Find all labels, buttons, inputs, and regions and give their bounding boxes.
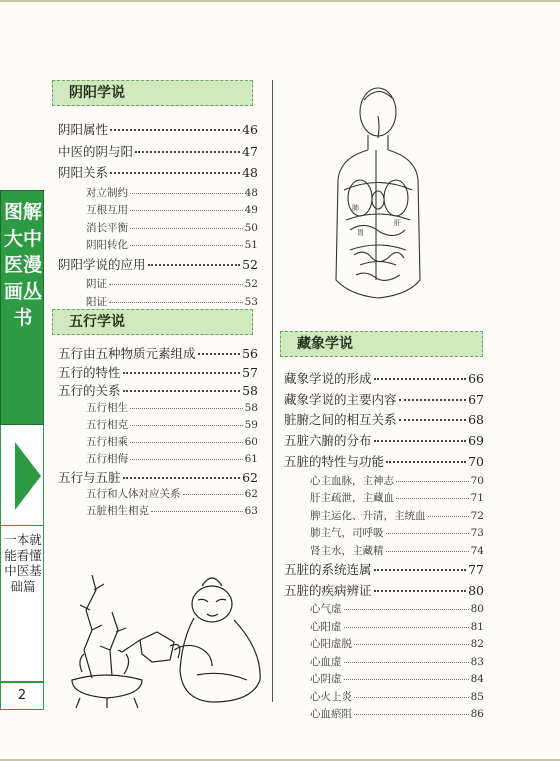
dot-leader <box>130 407 243 409</box>
dot-leader <box>109 301 243 303</box>
dot-leader <box>130 192 243 194</box>
dot-leader <box>374 377 467 380</box>
toc-entry-title: 对立制约 <box>86 186 128 199</box>
toc-entry-page: 56 <box>242 346 258 361</box>
toc-entry-title: 五行与五脏 <box>58 469 121 485</box>
toc-entry-page: 81 <box>470 620 484 633</box>
toc-entry-page: 67 <box>468 391 484 407</box>
toc-subentry <box>86 451 258 466</box>
toc-entry-title: 五行的关系 <box>58 383 121 398</box>
toc-subentry <box>86 434 258 449</box>
dot-leader <box>130 227 243 229</box>
dot-leader <box>374 439 467 442</box>
toc-entry-title: 心气虚 <box>310 603 342 616</box>
toc-entry-title: 心火上炎 <box>310 690 352 703</box>
toc-entry-page: 70 <box>470 474 484 487</box>
section-header-wuxing: 五行学说 <box>52 309 253 335</box>
toc-entry-title: 阴阳学说的应用 <box>58 256 146 272</box>
page-number: 2 <box>0 682 44 710</box>
toc-entry-title: 肺主气，司呼吸 <box>310 527 384 539</box>
toc-entry-title: 心阴虚 <box>310 673 342 686</box>
toc-entry-page: 66 <box>468 371 484 386</box>
toc-entry-title: 阳证 <box>86 295 107 308</box>
toc-subentry <box>310 689 484 704</box>
toc-subentry <box>86 400 258 415</box>
toc-entry-page: 60 <box>244 435 258 448</box>
svg-text:肝: 肝 <box>394 219 401 227</box>
toc-entry-title: 心阳虚脱 <box>310 638 352 651</box>
toc-subentry <box>86 185 258 200</box>
toc-entry-title: 五脏的系统连属 <box>284 562 372 577</box>
toc-entry-page: 52 <box>244 278 258 290</box>
toc-subentry <box>86 503 258 518</box>
toc-subentry <box>310 654 484 669</box>
toc-subentry <box>310 508 484 523</box>
toc-entry-page: 84 <box>470 673 484 686</box>
toc-entry-page: 80 <box>468 582 484 598</box>
toc-entry-page: 57 <box>242 364 258 380</box>
dot-leader <box>374 589 467 592</box>
series-arrow <box>0 425 44 525</box>
dot-leader <box>396 480 469 482</box>
dot-leader <box>123 389 241 392</box>
toc-entry-title: 五行相侮 <box>86 452 128 465</box>
dot-leader <box>135 150 240 153</box>
toc-entry-title: 心主血脉，主神志 <box>310 474 394 487</box>
toc-entry-title: 肾主水，主藏精 <box>310 544 384 557</box>
toc-entry <box>284 431 484 449</box>
toc-entry-page: 63 <box>244 505 258 517</box>
dot-leader <box>130 441 243 443</box>
toc-subentry <box>86 276 258 291</box>
toc-entry-page: 82 <box>470 638 484 651</box>
toc-entry <box>58 468 258 486</box>
series-subtitle-box <box>0 525 44 682</box>
toc-entry <box>284 410 484 428</box>
dot-leader <box>386 460 466 463</box>
toc-entry-page: 50 <box>244 221 258 234</box>
dot-leader <box>344 678 469 680</box>
dot-leader <box>344 608 469 610</box>
toc-entry <box>284 581 484 599</box>
dot-leader <box>354 696 469 698</box>
series-subtitle: 一本就能看懂中医基础篇 <box>4 532 42 595</box>
dot-leader <box>130 424 243 426</box>
toc-subentry <box>86 202 258 217</box>
toc-entry-title: 消长平衡 <box>86 221 128 234</box>
toc-entry-page: 80 <box>470 603 484 616</box>
toc-subentry <box>310 543 484 558</box>
toc-entry-page: 48 <box>244 186 258 199</box>
toc-entry-title: 心血瘀阻 <box>310 708 352 721</box>
dot-leader <box>399 418 467 421</box>
toc-subentry <box>86 237 258 252</box>
column-divider <box>272 80 273 702</box>
toc-entry <box>58 163 258 181</box>
toc-entry-title: 藏象学说的主要内容 <box>284 391 397 407</box>
toc-entry-title: 心血虚 <box>310 655 342 668</box>
toc-entry <box>284 560 484 578</box>
toc-entry <box>58 381 258 399</box>
dot-leader <box>123 371 241 374</box>
toc-subentry <box>86 294 258 309</box>
section-header-zangxiang: 藏象学说 <box>280 331 483 357</box>
toc-entry-title: 互根互用 <box>86 204 128 216</box>
toc-entry-page: 77 <box>468 562 484 577</box>
anatomy-illustration <box>320 80 440 305</box>
toc-entry-title: 阴阳关系 <box>58 165 109 180</box>
dot-leader <box>183 493 243 495</box>
toc-entry-page: 85 <box>470 690 484 703</box>
dot-leader <box>374 568 467 571</box>
toc-entry <box>284 369 484 387</box>
toc-entry-title: 心阳虚 <box>310 620 342 633</box>
toc-entry-title: 五脏相生相克 <box>86 505 149 517</box>
dot-leader <box>110 128 240 131</box>
toc-entry-title: 五行由五种物质元素组成 <box>58 346 196 361</box>
toc-entry <box>284 452 484 470</box>
series-sidebar <box>0 190 44 710</box>
dot-leader <box>198 352 241 355</box>
dot-leader <box>354 643 469 645</box>
section-header-yinyang: 阴阳学说 <box>52 80 253 106</box>
toc-entry-page: 46 <box>242 122 258 137</box>
toc-entry-page: 51 <box>244 239 258 251</box>
toc-entry-page: 48 <box>242 165 258 180</box>
toc-entry-page: 70 <box>468 453 484 469</box>
toc-entry-title: 五行相克 <box>86 418 128 431</box>
top-rule <box>0 0 560 2</box>
toc-entry-page: 61 <box>244 452 258 465</box>
toc-subentry <box>310 601 484 616</box>
dot-leader <box>396 497 469 499</box>
toc-entry-page: 74 <box>470 544 484 557</box>
dot-leader <box>130 458 243 460</box>
toc-entry-title: 阴阳转化 <box>86 239 128 251</box>
dot-leader <box>344 626 469 628</box>
dot-leader <box>130 209 243 211</box>
toc-entry-title: 五行相乘 <box>86 435 128 448</box>
dot-leader <box>151 510 243 512</box>
dot-leader <box>399 398 467 401</box>
toc-entry-page: 72 <box>470 509 484 522</box>
toc-entry <box>58 120 258 138</box>
dot-leader <box>428 515 469 517</box>
toc-entry-page: 68 <box>468 412 484 428</box>
toc-subentry <box>86 417 258 432</box>
toc-entry-page: 86 <box>470 708 484 721</box>
toc-entry-title: 脾主运化、升清，主统血 <box>310 509 426 522</box>
toc-entry-title: 中医的阴与阳 <box>58 143 134 159</box>
toc-subentry <box>310 490 484 505</box>
toc-entry-page: 47 <box>242 143 258 159</box>
cartoon-illustration <box>62 570 267 710</box>
arrow-right-icon <box>15 442 41 510</box>
toc-entry-page: 49 <box>244 204 258 216</box>
toc-subentry <box>310 525 484 540</box>
toc-entry-page: 62 <box>242 469 258 485</box>
dot-leader <box>109 283 243 285</box>
toc-entry-page: 62 <box>244 488 258 500</box>
toc-entry-page: 52 <box>242 256 258 272</box>
toc-entry <box>284 390 484 408</box>
dot-leader <box>130 244 243 246</box>
svg-text:胃: 胃 <box>357 229 364 237</box>
toc-entry-page: 58 <box>244 401 258 414</box>
toc-entry <box>58 142 258 160</box>
toc-entry <box>58 255 258 273</box>
toc-entry-title: 阴证 <box>86 278 107 290</box>
toc-entry-title: 五脏六腑的分布 <box>284 433 372 449</box>
toc-entry <box>58 344 258 362</box>
toc-entry-title: 五行的特性 <box>58 364 121 380</box>
toc-entry-page: 83 <box>470 655 484 668</box>
toc-entry-title: 五行和人体对应关系 <box>86 488 181 500</box>
toc-entry-title: 阴阳属性 <box>58 122 109 137</box>
toc-entry-page: 58 <box>242 383 258 398</box>
toc-subentry <box>310 473 484 488</box>
toc-subentry <box>310 671 484 686</box>
toc-entry-title: 五脏的疾病辨证 <box>284 582 372 598</box>
series-title: 图解大中医漫画丛书 <box>3 201 42 329</box>
dot-leader <box>148 263 241 266</box>
toc-entry-page: 69 <box>468 433 484 449</box>
dot-leader <box>123 476 241 479</box>
toc-entry-page: 53 <box>244 295 258 308</box>
dot-leader <box>386 550 469 552</box>
toc-subentry <box>86 220 258 235</box>
toc-subentry <box>310 706 484 721</box>
toc-subentry <box>310 636 484 651</box>
svg-text:肺: 肺 <box>352 204 359 212</box>
dot-leader <box>344 661 469 663</box>
toc-entry <box>58 363 258 381</box>
toc-entry-title: 五脏的特性与功能 <box>284 453 385 469</box>
toc-entry-title: 肝主疏泄，主藏血 <box>310 492 394 504</box>
toc-subentry <box>310 619 484 634</box>
dot-leader <box>354 713 469 715</box>
series-title-box <box>0 190 44 425</box>
toc-entry-page: 59 <box>244 418 258 431</box>
toc-entry-page: 73 <box>470 527 484 539</box>
toc-entry-page: 71 <box>470 492 484 504</box>
toc-entry-title: 脏腑之间的相互关系 <box>284 412 397 428</box>
toc-entry-title: 藏象学说的形成 <box>284 371 372 386</box>
dot-leader <box>110 171 240 174</box>
toc-entry-title: 五行相生 <box>86 401 128 414</box>
dot-leader <box>386 532 469 534</box>
toc-subentry <box>86 486 258 501</box>
